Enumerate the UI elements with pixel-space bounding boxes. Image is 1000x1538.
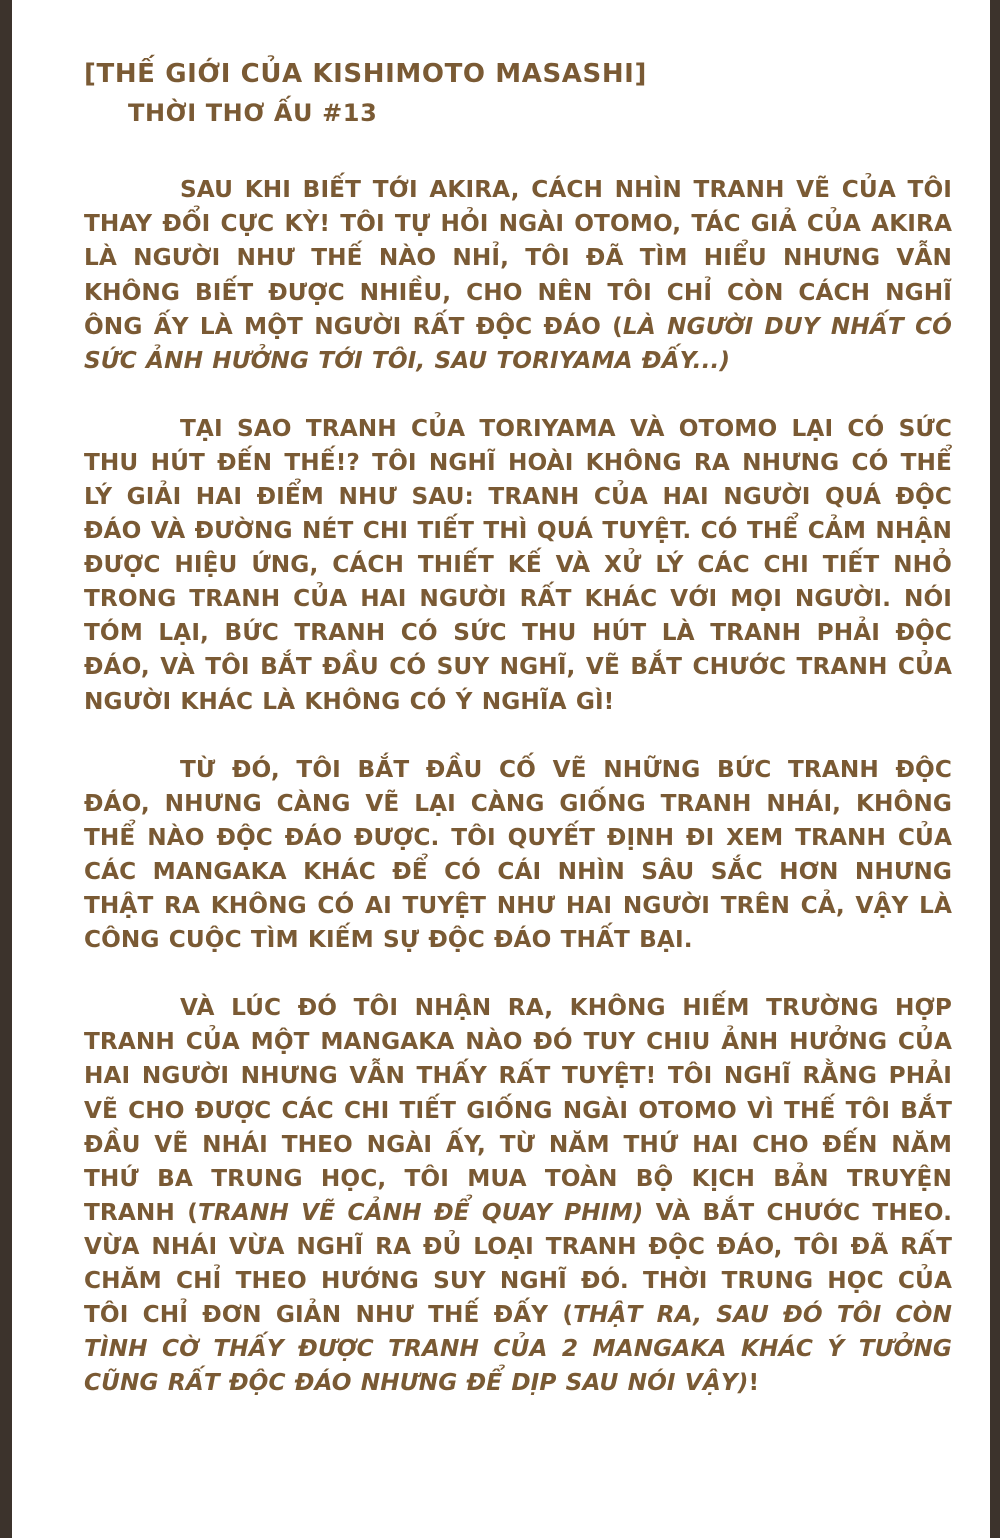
- text-run: TẠI SAO TRANH CỦA TORIYAMA VÀ OTOMO LẠI CÓ SỨC THU HÚT ĐẾN THẾ!? TÔI NGHĨ HOÀI KHÔNG RA NHƯNG CÓ THỂ LÝ GIẢI HAI ĐIỂM NHƯ SAU: TRANH CỦA HAI NGƯỜI QUÁ ĐỘC ĐÁO VÀ ĐƯỜNG NÉT CHI TIẾT THÌ QUÁ TUYỆT. CÓ THỂ CẢM NHẬN ĐƯỢC HIỆU ỨNG, CÁCH THIẾT KẾ VÀ XỬ LÝ CÁC CHI TIẾT NHỎ TRONG TRANH CỦA HAI NGƯỜI RẤT KHÁC VỚI MỌI NGƯỜI. NÓI TÓM LẠI, BỨC TRANH CÓ SỨC THU HÚT LÀ TRANH PHẢI ĐỘC ĐÁO, VÀ TÔI BẮT ĐẦU CÓ SUY NGHĨ, VẼ BẮT CHƯỚC TRANH CỦA NGƯỜI KHÁC LÀ KHÔNG CÓ Ý NGHĨA GÌ!: [84, 414, 952, 715]
- text-run: VÀ BẮT CHƯỚC THEO. VỪA NHÁI VỪA NGHĨ RA ĐỦ LOẠI TRANH ĐỘC ĐÁO, TÔI ĐÃ RẤT CHĂM CHỈ THEO HƯỚNG SUY NGHĨ ĐÓ. THỜI TRUNG HỌC CỦA TÔI CHỈ ĐƠN GIẢN NHƯ THẾ ĐẤY (: [84, 1198, 952, 1329]
- italic-run: TRANH VẼ CẢNH ĐỂ QUAY PHIM): [197, 1198, 644, 1226]
- text-run: VÀ LÚC ĐÓ TÔI NHẬN RA, KHÔNG HIẾM TRƯỜNG HỢP TRANH CỦA MỘT MANGAKA NÀO ĐÓ TUY CHIU ẢNH HƯỞNG CỦA HAI NGƯỜI NHƯNG VẪN THẤY RẤT TUYỆT! TÔI NGHĨ RẰNG PHẢI VẼ CHO ĐƯỢC CÁC CHI TIẾT GIỐNG NGÀI OTOMO VÌ THẾ TÔI BẮT ĐẦU VẼ NHÁI THEO NGÀI ẤY, TỪ NĂM THỨ HAI CHO ĐẾN NĂM THỨ BA TRUNG HỌC, TÔI MUA TOÀN BỘ KỊCH BẢN TRUYỆN TRANH (: [84, 994, 952, 1226]
- paragraph: [84, 991, 952, 1400]
- paragraph: [84, 753, 952, 958]
- title-block: [84, 58, 952, 127]
- paragraph: [84, 173, 952, 378]
- paragraph: [84, 412, 952, 719]
- page-subtitle: THỜI THƠ ẤU #13: [128, 99, 378, 128]
- italic-run: LÀ NGƯỜI DUY NHẤT CÓ SỨC ẢNH HƯỞNG TỚI TÔI, SAU TORIYAMA ĐẤY...): [84, 312, 952, 374]
- page-content: [84, 58, 952, 1400]
- body-text: [84, 173, 952, 1400]
- page-right-edge: [990, 0, 1000, 1538]
- text-run: TỪ ĐÓ, TÔI BẮT ĐẦU CỐ VẼ NHỮNG BỨC TRANH ĐỘC ĐÁO, NHƯNG CÀNG VẼ LẠI CÀNG GIỐNG TRANH NHÁI, KHÔNG THỂ NÀO ĐỘC ĐÁO ĐƯỢC. TÔI QUYẾT ĐỊNH ĐI XEM TRANH CỦA CÁC MANGAKA KHÁC ĐỂ CÓ CÁI NHÌN SÂU SẮC HƠN NHƯNG THẬT RA KHÔNG CÓ AI TUYỆT NHƯ HAI NGƯỜI TRÊN CẢ, VẬY LÀ CÔNG CUỘC TÌM KIẾM SỰ ĐỘC ĐÁO THẤT BẠI.: [84, 755, 952, 954]
- page-title: [THẾ GIỚI CỦA KISHIMOTO MASASHI]: [84, 59, 647, 89]
- italic-run: THẬT RA, SAU ĐÓ TÔI CÒN TÌNH CỜ THẤY ĐƯỢC TRANH CỦA 2 MANGAKA KHÁC Ý TƯỞNG CŨNG RẤT ĐỘC ĐÁO NHƯNG ĐỂ DỊP SAU NÓI VẬY): [84, 1301, 952, 1397]
- text-run: SAU KHI BIẾT TỚI AKIRA, CÁCH NHÌN TRANH VẼ CỦA TÔI THAY ĐỔI CỰC KỲ! TÔI TỰ HỎI NGÀI OTOMO, TÁC GIẢ CỦA AKIRA LÀ NGƯỜI NHƯ THẾ NÀO NHỈ, TÔI ĐÃ TÌM HIỂU NHƯNG VẪN KHÔNG BIẾT ĐƯỢC NHIỀU, CHO NÊN TÔI CHỈ CÒN CÁCH NGHĨ ÔNG ẤY LÀ MỘT NGƯỜI RẤT ĐỘC ĐÁO (: [84, 176, 952, 340]
- text-run: !: [748, 1369, 760, 1397]
- page-left-edge: [0, 0, 12, 1538]
